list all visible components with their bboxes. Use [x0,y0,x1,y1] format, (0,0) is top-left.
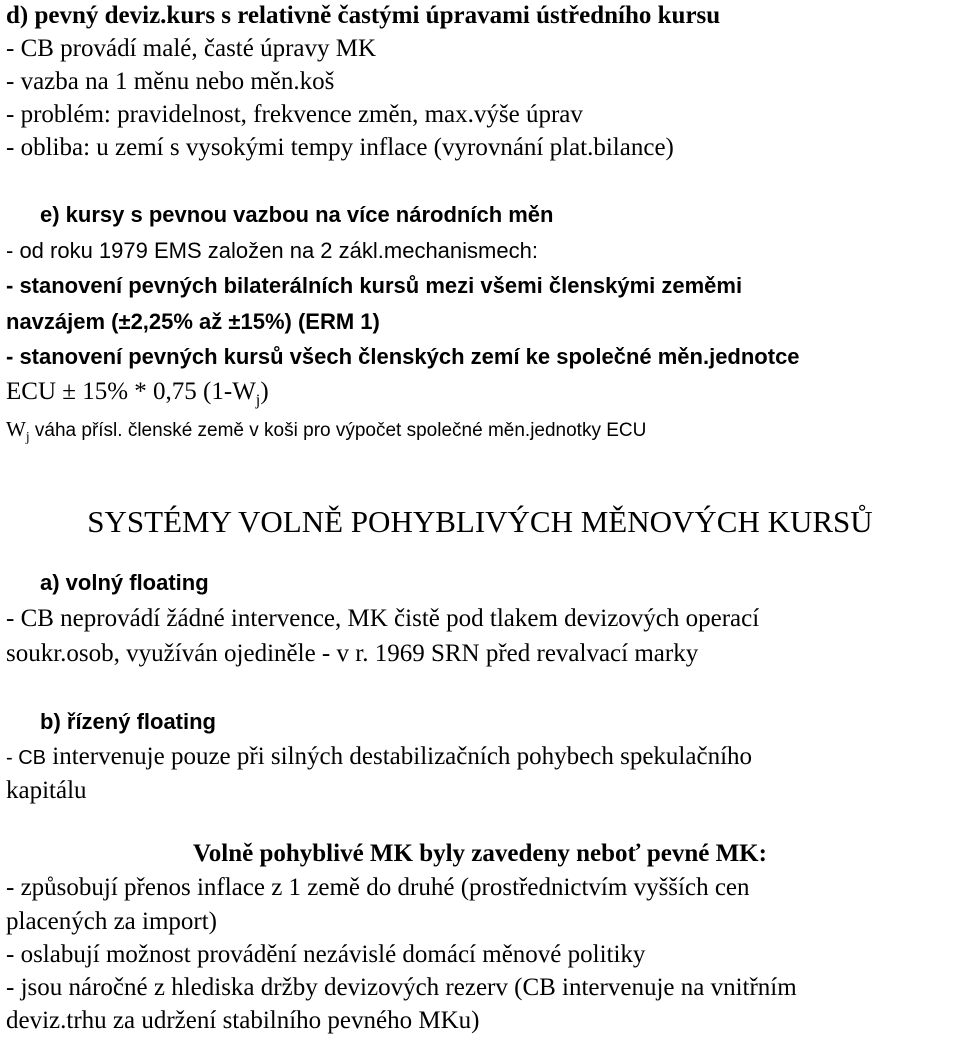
conclusion-line-2: placených za import) [6,908,218,935]
conclusion-line-4: - jsou náročné z hlediska držby devizových rezerv (CB intervenuje na vnitřním [6,974,797,1001]
section-e-point-1a: - stanovení pevných bilaterálních kursů mezi všemi členskými zeměmi [6,273,743,298]
section-e-weight-note: $W_j$ váha přísl. členské země v koši pro výpočet společné měn.jednotky ECU [6,417,647,445]
section-d-line-2: - vazba na 1 měnu nebo měn.koš [6,68,335,95]
section-e-point-1b: navzájem (±2,25% až ±15%) (ERM 1) [6,309,380,334]
section-e-point-2: - stanovení pevných kursů všech členských zemí ke společné měn.jednotce [6,344,800,369]
section-b-line-2: kapitálu [6,777,87,804]
section-e-intro: - od roku 1979 EMS založen na 2 zákl.mechanismech: [6,238,538,263]
section-e-title: e) kursy s pevnou vazbou na více národních měn [40,202,554,227]
section-b-title: b) řízený floating [40,709,216,734]
section-e-formula: ECU ± 15% * 0,75 $(1-W_j)$ [6,378,269,409]
section-d-line-4: - obliba: u zemí s vysokými tempy inflace (vyrovnání plat.bilance) [6,134,674,161]
section-heading: SYSTÉMY VOLNĚ POHYBLIVÝCH MĚNOVÝCH KURSŮ [87,504,873,539]
section-d-title: d) pevný deviz.kurs s relativně častými úpravami ústředního kursu [6,2,721,29]
conclusion-line-3: - oslabují možnost provádění nezávislé domácí měnové politiky [6,941,646,968]
section-d-line-1: - CB provádí malé, časté úpravy MK [6,35,377,62]
section-a-line-2: soukr.osob, využíván ojediněle - v r. 1969 SRN před revalvací marky [6,640,699,667]
conclusion-line-1: - způsobují přenos inflace z 1 země do druhé (prostřednictvím vyšších cen [6,874,750,901]
section-b-line-1: - CB intervenuje pouze při silných destabilizačních pohybech spekulačního [6,743,753,770]
section-a-line-1: - CB neprovádí žádné intervence, MK čistě pod tlakem devizových operací [6,605,760,632]
conclusion-line-5: deviz.trhu za udržení stabilního pevného MKu) [6,1007,480,1034]
section-a-title: a) volný floating [40,570,209,595]
conclusion-title: Volně pohyblivé MK byly zavedeny neboť pevné MK: [193,840,767,867]
section-d-line-3: - problém: pravidelnost, frekvence změn, max.výše úprav [6,101,583,128]
